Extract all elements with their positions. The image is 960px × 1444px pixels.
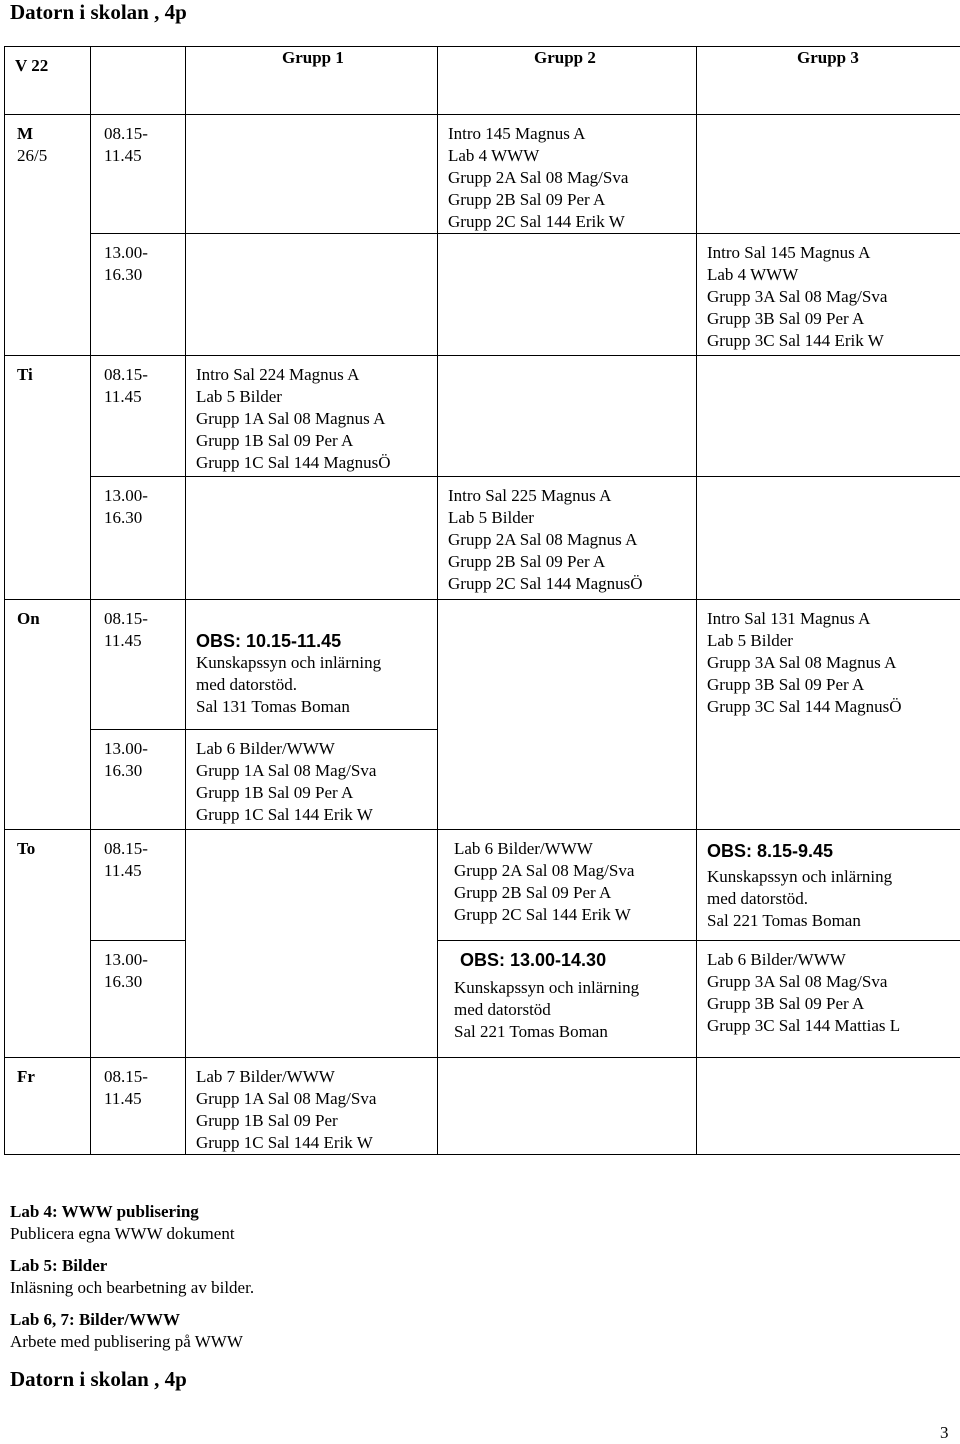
schedule-table [4,46,960,1155]
mon-pm-group3: Intro Sal 145 Magnus A Lab 4 WWW Grupp 3A Sal 08 Mag/Sva Grupp 3B Sal 09 Per A Grupp 3C Sal 144 Erik W [697,234,960,356]
time-cell: 08.15- 11.45 [91,115,186,234]
thu-am-group2: Lab 6 Bilder/WWW Grupp 2A Sal 08 Mag/Sva Grupp 2B Sal 09 Per A Grupp 2C Sal 144 Erik W [438,830,697,941]
day-cell-wed: On [5,600,91,830]
day-cell-tue: Ti [5,356,91,600]
page-title: Datorn i skolan , 4p [10,0,187,24]
lab-legend [10,1201,254,1363]
group-2-header: Grupp 2 [438,47,697,115]
time-cell: 13.00- 16.30 [91,477,186,600]
time-cell: 13.00- 16.30 [91,234,186,356]
group-3-header: Grupp 3 [697,47,960,115]
header-row [5,47,960,115]
mon-am-row [5,115,960,234]
legend-item: Lab 4: WWW publisering Publicera egna WWW dokument [10,1202,235,1243]
obs-note: OBS: 10.15-11.45 [196,631,342,651]
thu-pm-group3: Lab 6 Bilder/WWW Grupp 3A Sal 08 Mag/Sva Grupp 3B Sal 09 Per A Grupp 3C Sal 144 Mattias L [697,941,960,1058]
wed-group3: Intro Sal 131 Magnus A Lab 5 Bilder Grupp 3A Sal 08 Magnus A Grupp 3B Sal 09 Per A Grupp 3C Sal 144 MagnusÖ [697,600,960,830]
tue-pm-row [5,477,960,600]
wed-am-group1: OBS: 10.15-11.45 Kunskapssyn och inlärning med datorstöd. Sal 131 Tomas Boman [186,600,438,730]
thu-pm-group2: OBS: 13.00-14.30 Kunskapssyn och inlärning med datorstöd Sal 221 Tomas Boman [438,941,697,1058]
tue-am-row [5,356,960,477]
day-cell-thu: To [5,830,91,1058]
tue-am-group1: Intro Sal 224 Magnus A Lab 5 Bilder Grupp 1A Sal 08 Magnus A Grupp 1B Sal 09 Per A Grupp 1C Sal 144 MagnusÖ [186,356,438,477]
day-cell-mon: M 26/5 [5,115,91,356]
fri-am-group1: Lab 7 Bilder/WWW Grupp 1A Sal 08 Mag/Sva Grupp 1B Sal 09 Per Grupp 1C Sal 144 Erik W [186,1058,438,1155]
footer-title: Datorn i skolan , 4p [10,1367,187,1391]
obs-note: OBS: 8.15-9.45 [707,841,834,861]
time-cell: 08.15- 11.45 [91,830,186,941]
mon-pm-row [5,234,960,356]
day-cell-fri: Fr [5,1058,91,1155]
fri-am-row [5,1058,960,1155]
thu-pm-row [5,941,960,1058]
mon-am-group2: Intro 145 Magnus A Lab 4 WWW Grupp 2A Sal 08 Mag/Sva Grupp 2B Sal 09 Per A Grupp 2C Sal 144 Erik W [438,115,697,234]
thu-am-group3: OBS: 8.15-9.45 Kunskapssyn och inlärning med datorstöd. Sal 221 Tomas Boman [697,830,960,941]
legend-item: Lab 6, 7: Bilder/WWW Arbete med publisering på WWW [10,1310,243,1351]
legend-item: Lab 5: Bilder Inläsning och bearbetning av bilder. [10,1256,255,1297]
thu-am-row [5,830,960,941]
week-label: V 22 [5,47,91,115]
time-cell: 08.15- 11.45 [91,1058,186,1155]
tue-pm-group2: Intro Sal 225 Magnus A Lab 5 Bilder Grupp 2A Sal 08 Magnus A Grupp 2B Sal 09 Per A Grupp 2C Sal 144 MagnusÖ [438,477,697,600]
obs-note: OBS: 13.00-14.30 [460,950,607,970]
group-1-header: Grupp 1 [186,47,438,115]
time-cell: 08.15- 11.45 [91,600,186,730]
time-cell: 13.00- 16.30 [91,941,186,1058]
wed-pm-group1: Lab 6 Bilder/WWW Grupp 1A Sal 08 Mag/Sva Grupp 1B Sal 09 Per A Grupp 1C Sal 144 Erik W [186,730,438,830]
wed-am-row [5,600,960,730]
page-number: 3 [940,1423,949,1442]
time-cell: 13.00- 16.30 [91,730,186,830]
time-cell: 08.15- 11.45 [91,356,186,477]
